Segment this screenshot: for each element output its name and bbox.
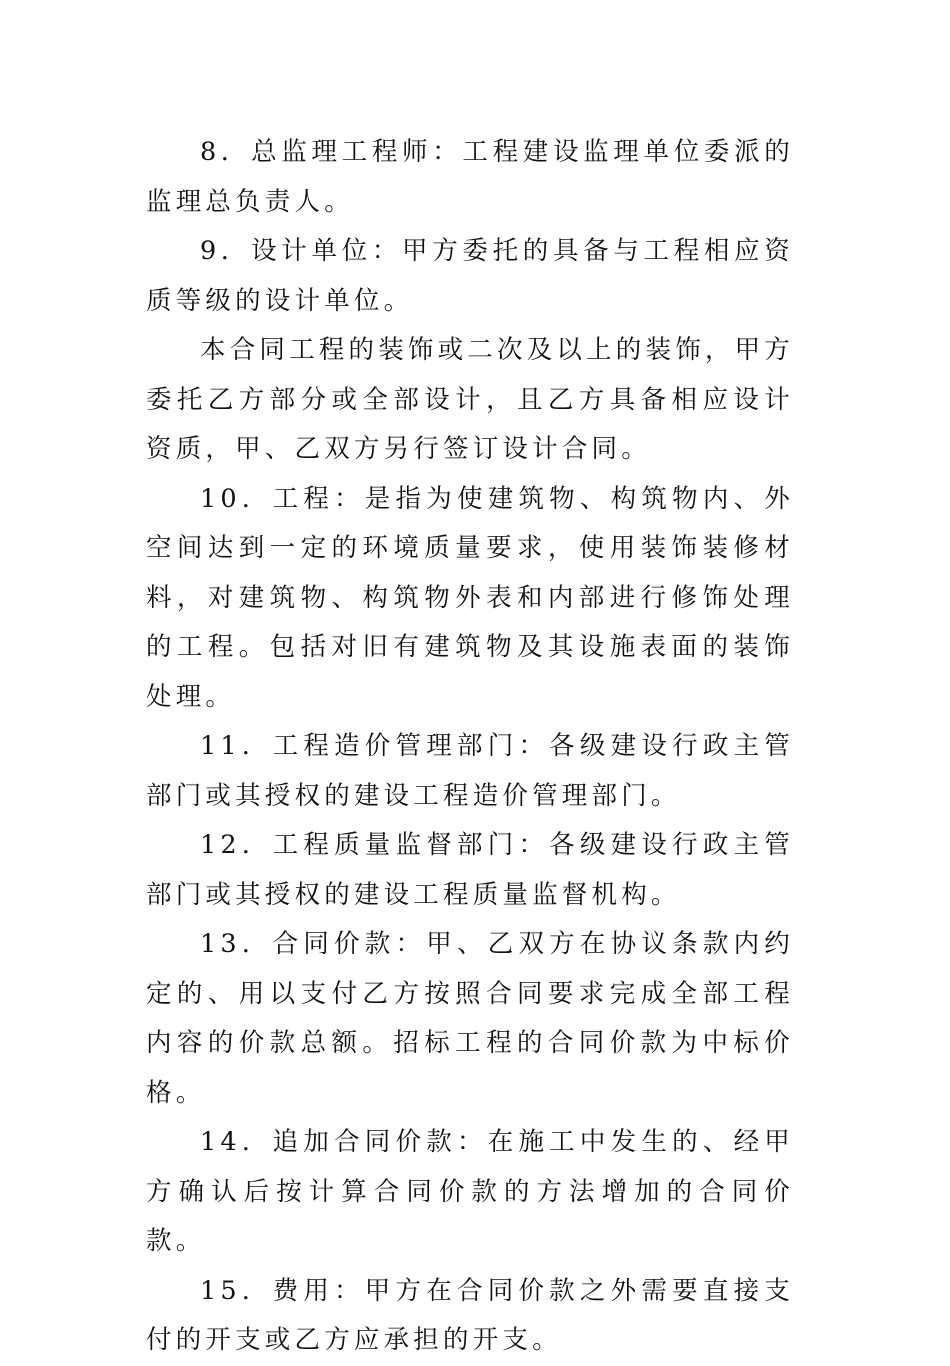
paragraph-12-quality-supervision-department: 12．工程质量监督部门：各级建设行政主管部门或其授权的建设工程质量监督机构。 (146, 830, 794, 910)
paragraph-15-expenses: 15．费用：甲方在合同价款之外需要直接支付的开支或乙方应承担的开支。 (146, 1275, 794, 1355)
paragraph-10-project: 10．工程：是指为使建筑物、构筑物内、外空间达到一定的环境质量要求，使用装饰装修材料，对建筑物、构筑物外表和内部进行修饰处理的工程。包括对旧有建筑物及其设施表面的装饰处理。 (146, 483, 794, 712)
document-body (146, 128, 794, 1366)
paragraph-design-contract-note: 本合同工程的装饰或二次及以上的装饰，甲方委托乙方部分或全部设计，且乙方具备相应设计资质，甲、乙双方另行签订设计合同。 (146, 335, 795, 464)
paragraph-8-chief-supervising-engineer: 8．总监理工程师：工程建设监理单位委派的监理总负责人。 (146, 137, 794, 217)
paragraph-9-design-unit: 9．设计单位：甲方委托的具备与工程相应资质等级的设计单位。 (146, 236, 794, 316)
paragraph-11-cost-management-department: 11．工程造价管理部门：各级建设行政主管部门或其授权的建设工程造价管理部门。 (146, 731, 794, 811)
paragraph-13-contract-price: 13．合同价款：甲、乙双方在协议条款内约定的、用以支付乙方按照合同要求完成全部工程内容的价款总额。招标工程的合同价款为中标价格。 (146, 929, 794, 1108)
paragraph-14-additional-contract-price: 14．追加合同价款：在施工中发生的、经甲方确认后按计算合同价款的方法增加的合同价款。 (146, 1127, 794, 1256)
